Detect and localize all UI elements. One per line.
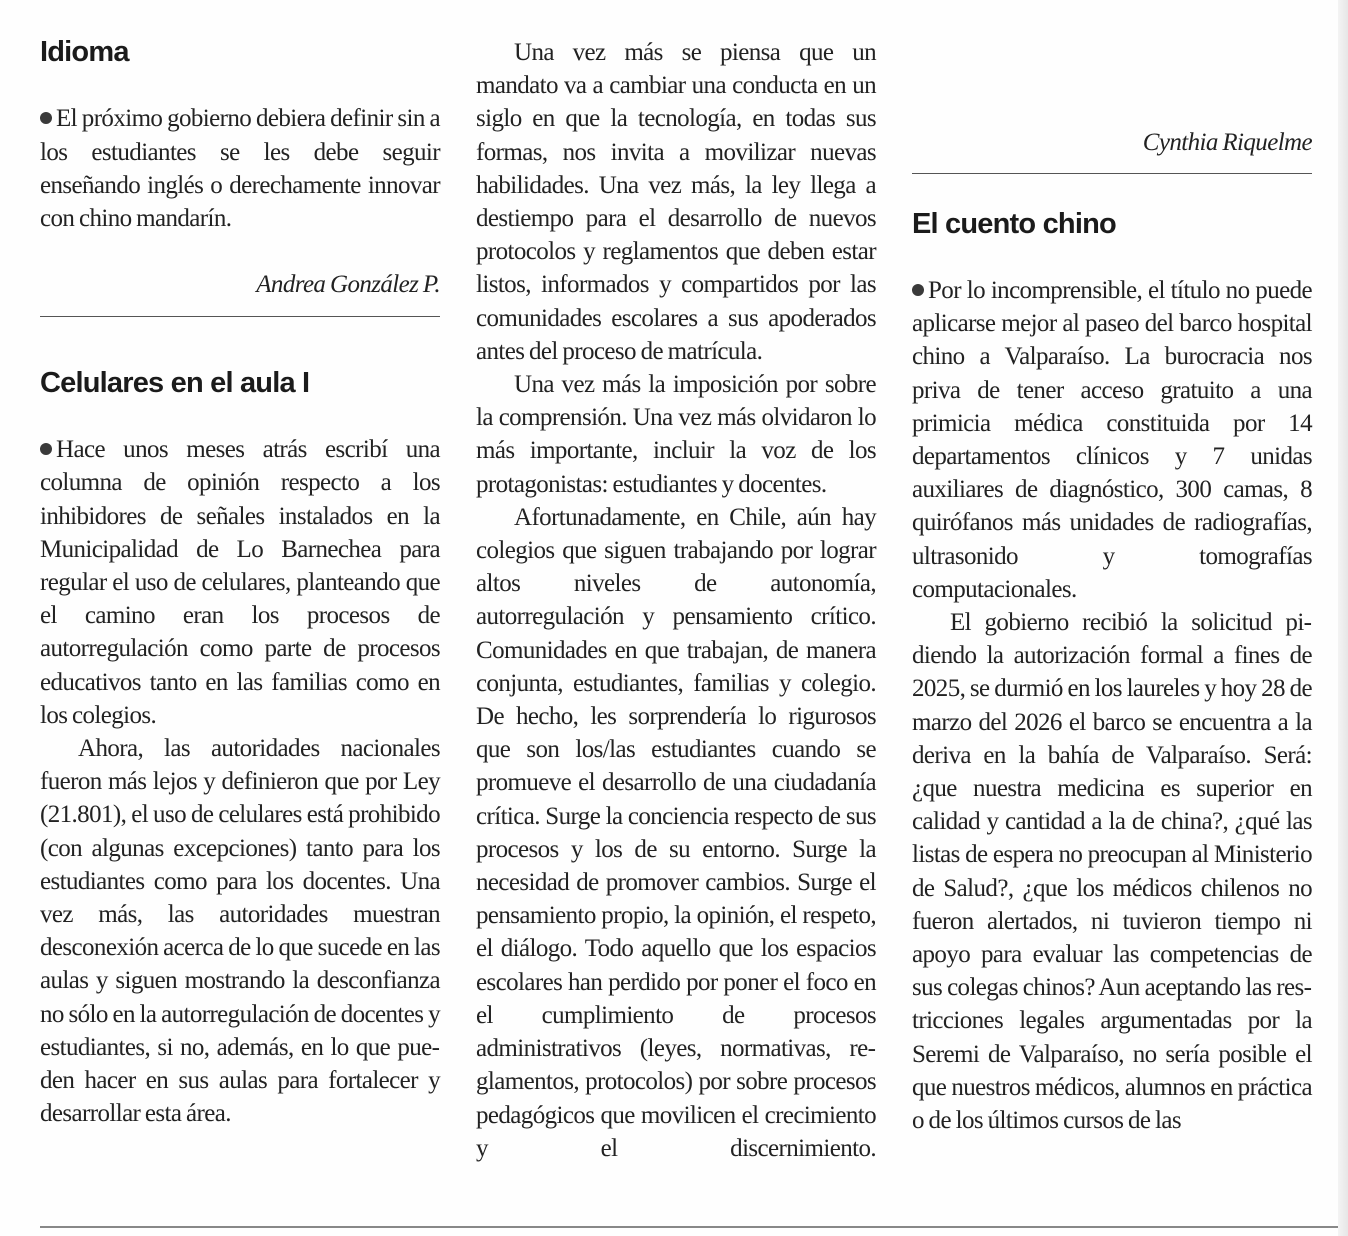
section-divider [912,173,1312,174]
column-middle [476,36,876,1165]
column-right [912,36,1312,1137]
article-paragraph: Por lo incomprensible, el título no puede aplicarse mejor al paseo del barco hospital chino a Valparaíso. La burocracia nos priva de tener acceso gratuito a una primicia médica constituida por 14 departamentos clínicos y 7 unidas auxiliares de diagnóstico, 300 camas, 8 quirófanos más unidades de radiografías, ultrasonido y tomografías computacionales. [912,276,1312,603]
author-signature: Andrea González P. [256,271,440,299]
bullet-icon [912,284,924,296]
article-paragraph: Una vez más la imposición por sobre la comprensión. Una vez más olvidaron lo más importante, incluir la voz de los protagonistas: estudiantes y docentes. [476,371,876,498]
article-title-cuento: El cuento chino [912,207,1116,240]
article-paragraph: Una vez más se piensa que un mandato va a cambiar una conducta en un siglo en que la tecnología, en todas sus formas, nos invita a movilizar nuevas habilidades. Una vez más, la ley llega a destiempo para el desarrollo de nuevos protocolos y reglamentos que deben estar listos, informados y compartidos por las comunidades escolares a sus apoderados antes del proceso de matrícula. [476,39,876,365]
bullet-icon [40,112,52,124]
page-bottom-rule [40,1226,1340,1228]
article-paragraph: Ahora, las autoridades nacionales fueron más lejos y definieron que por Ley (21.801), el uso de celulares está prohibido (con algunas excepciones) tanto para los estudiantes como para los docentes. Una vez más, las autoridades muestran desconexión acerca de lo que sucede en las aulas y siguen mostrando la desconfianza no sólo en la autorregulación de docentes y estudiantes, si no, además, en lo que pueden hacer en sus aulas para fortalecer y desarrollar esta área. [40,734,440,1128]
page-edge-shadow [1338,0,1348,1236]
article-paragraph: El gobierno recibió la solicitud pidiendo la autorización formal a fines de 2025, se durmió en los laureles y hoy 28 de marzo del 2026 el barco se encuentra a la deriva en la bahía de Valparaíso. Será: ¿que nuestra medicina es superior en calidad y cantidad a la de china?, ¿qué las listas de espera no preocupan al Ministerio de Salud?, ¿que los médicos chilenos no fueron alertados, ni tuvieron tiempo ni apoyo para evaluar las competencias de sus colegas chinos? Aun aceptando las restricciones legales argumentadas por la Seremi de Valparaíso, no sería posible el que nuestros médicos, alumnos en práctica o de los últimos cursos de las [912,609,1312,1135]
section-divider [40,316,440,317]
article-title-idioma: Idioma [40,36,129,68]
author-signature: Cynthia Riquelme [1142,129,1312,157]
bullet-icon [40,443,52,455]
article-paragraph: Hace unos meses atrás escribí una columna de opinión respecto a los inhibidores de señales instalados en la Municipalidad de Lo Barnechea para regular el uso de celulares, planteando que el camino eran los procesos de autorregulación como parte de procesos educativos tanto en las familias como en los colegios. [40,436,440,729]
article-title-celulares: Celulares en el aula I [40,366,310,399]
article-paragraph: El próximo gobierno debiera definir sin a los estudiantes se les debe seguir enseñando inglés o derechamente innovar con chino mandarín. [40,105,440,232]
column-left [40,36,440,1130]
article-paragraph: Afortunadamente, en Chile, aún hay colegios que siguen trabajando por lograr altos niveles de autonomía, autorregulación y pensamiento crítico. Comunidades en que trabajan, de manera conjunta, estudiantes, familias y colegio. De hecho, les sorprendería lo rigurosos que son los/las estudiantes cuando se promueve el desarrollo de una ciudadanía crítica. Surge la conciencia respecto de sus procesos y los de su entorno. Surge la necesidad de promover cambios. Surge el pensamiento propio, la opinión, el respeto, el diálogo. Todo aquello que los espacios escolares han perdido por poner el foco en el cumplimiento de procesos administrativos (leyes, normativas, reglamentos, protocolos) por sobre procesos pedagógicos que movilicen el crecimiento y el discernimiento. [476,503,876,1162]
